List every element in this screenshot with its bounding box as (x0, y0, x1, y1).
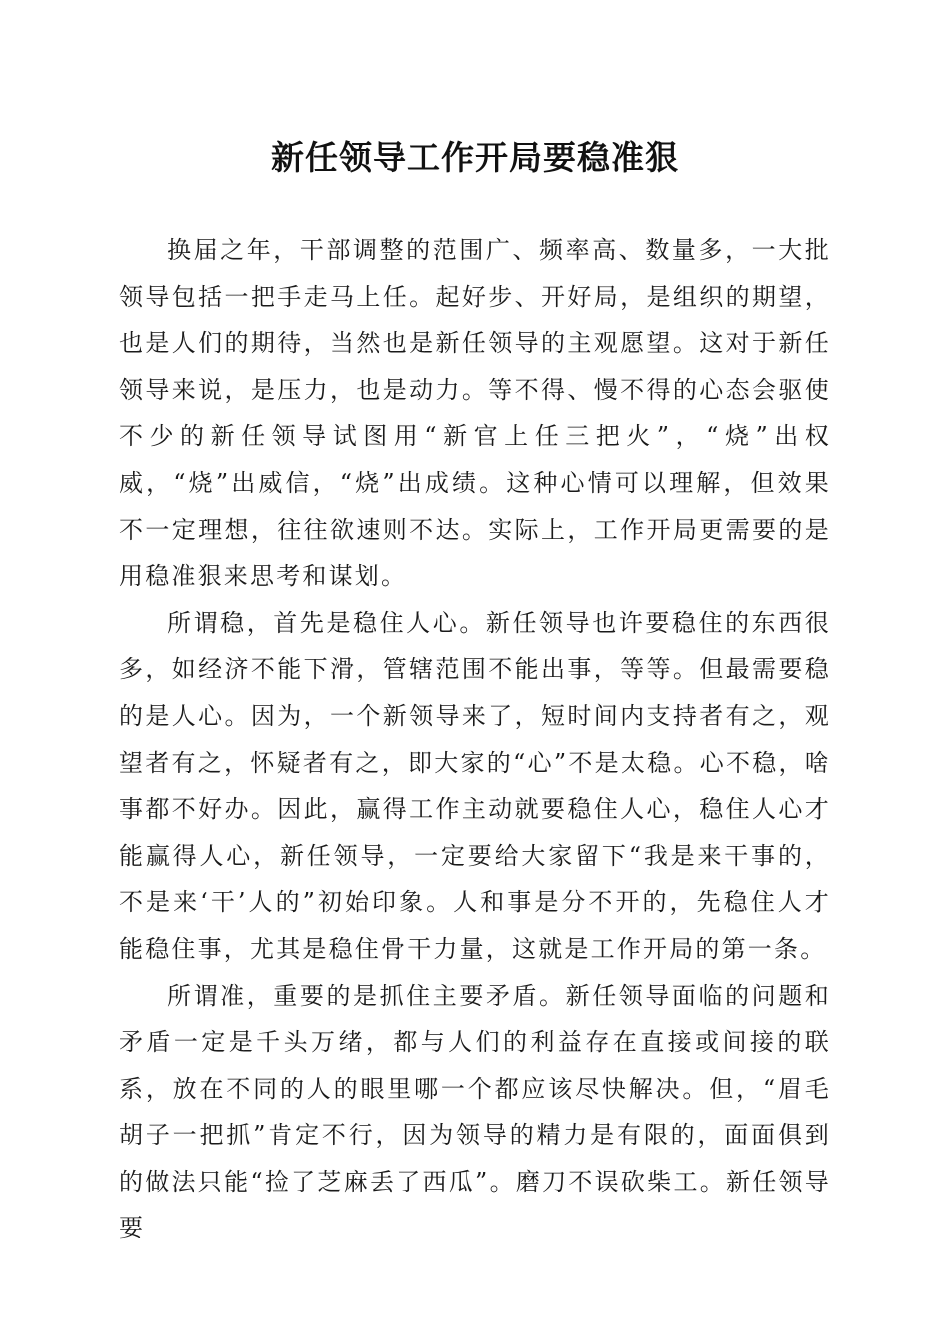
page-title: 新任领导工作开局要稳准狠 (271, 138, 679, 177)
document-body (119, 227, 831, 1252)
paragraph-3: 所谓准，重要的是抓住主要矛盾。新任领导面临的问题和矛盾一定是千头万绪，都与人们的利益存在直接或间接的联系，放在不同的人的眼里哪一个都应该尽快解决。但，“眉毛胡子一把抓”肯定不行，因为领导的精力是有限的，面面俱到的做法只能“捡了芝麻丢了西瓜”。磨刀不误砍柴工。新任领导要 (119, 981, 831, 1243)
paragraph-1: 换届之年，干部调整的范围广、频率高、数量多，一大批领导包括一把手走马上任。起好步、开好局，是组织的期望，也是人们的期待，当然也是新任领导的主观愿望。这对于新任领导来说，是压力，也是动力。等不得、慢不得的心态会驱使不少的新任领导试图用“新官上任三把火”，“烧”出权威，“烧”出威信，“烧”出成绩。这种心情可以理解，但效果不一定理想，往往欲速则不达。实际上，工作开局更需要的是用稳准狠来思考和谋划。 (119, 236, 831, 591)
paragraph-2: 所谓稳，首先是稳住人心。新任领导也许要稳住的东西很多，如经济不能下滑，管辖范围不能出事，等等。但最需要稳的是人心。因为，一个新领导来了，短时间内支持者有之，观望者有之，怀疑者有之，即大家的“心”不是太稳。心不稳，啥事都不好办。因此，赢得工作主动就要稳住人心，稳住人心才能赢得人心，新任领导，一定要给大家留下“我是来干事的，不是来‘干’人的”初始印象。人和事是分不开的，先稳住人才能稳住事，尤其是稳住骨干力量，这就是工作开局的第一条。 (119, 608, 831, 963)
